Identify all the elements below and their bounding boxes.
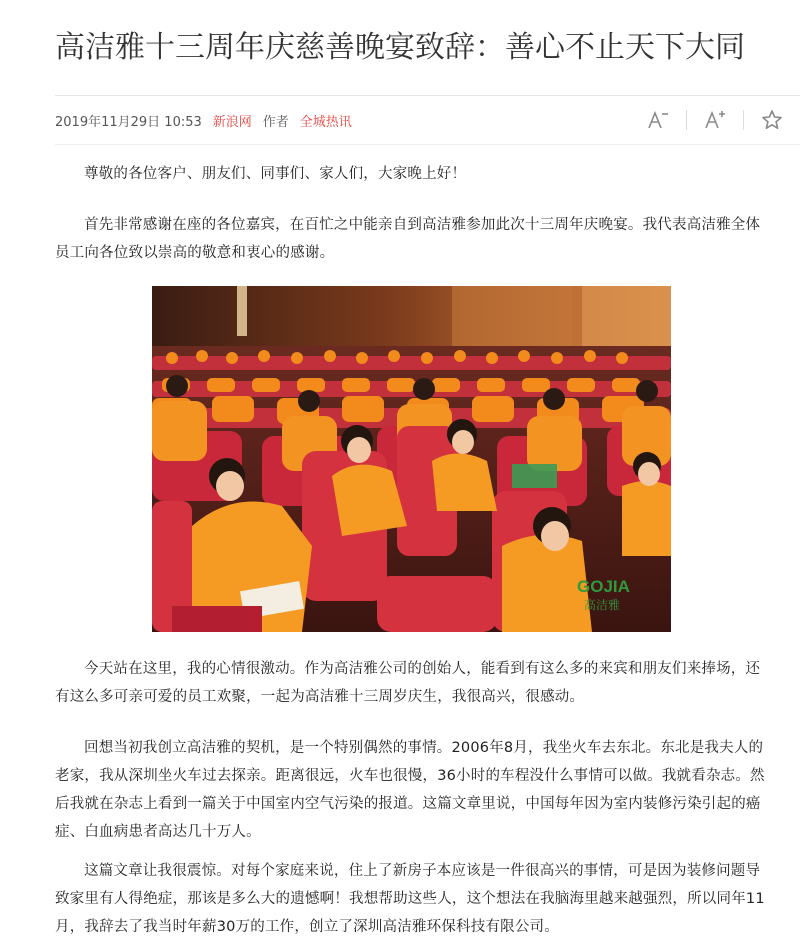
- paragraph-decision: 这篇文章让我很震惊。对每个家庭来说，住上了新房子本应该是一件很高兴的事情，可是因为装修问题导致家里有人得绝症，那该是多么大的遗憾啊！我想帮助这些人，这个想法在我脑海里越来越强烈，所以同年11月，我辞去了我当时年薪30万的工作，创立了深圳高洁雅环保科技有限公司。: [55, 863, 765, 935]
- font-increase-icon: [704, 110, 726, 130]
- meta-divider: [55, 144, 800, 145]
- photo-watermark-cn: 高洁雅: [584, 598, 621, 612]
- favorite-star-icon: [761, 109, 783, 131]
- author-link[interactable]: 全城热讯: [299, 114, 352, 130]
- paragraph-emotion: 今天站在这里，我的心情很激动。作为高洁雅公司的创始人，能看到有这么多的来宾和朋友们来捧场，还有这么多可亲可爱的员工欢聚，一起为高洁雅十三周岁庆生，我很高兴，很感动。: [55, 661, 761, 705]
- photo-watermark-en: GOJIA: [577, 577, 630, 596]
- article-title: 高洁雅十三周年庆慈善晚宴致辞：善心不止天下大同: [55, 30, 745, 65]
- paragraph-thanks: 首先非常感谢在座的各位嘉宾，在百忙之中能亲自到高洁雅参加此次十三周年庆晚宴。我代表高洁雅全体员工向各位致以崇高的敬意和衷心的感谢。: [55, 217, 761, 261]
- publish-date: 2019年11月29日 10:53: [55, 114, 202, 130]
- favorite-button[interactable]: [744, 104, 800, 136]
- font-decrease-button[interactable]: [630, 104, 686, 136]
- paragraph-greeting: 尊敬的各位客户、朋友们、同事们、家人们，大家晚上好！: [84, 166, 467, 182]
- paragraph-origin: 回想当初我创立高洁雅的契机，是一个特别偶然的事情。2006年8月，我坐火车去东北。东北是我夫人的老家，我从深圳坐火车过去探亲。距离很远，火车也很慢，36小时的车程没什么事情可以做。我就看杂志。然后我就在杂志上看到一篇关于中国室内空气污染的报道。这篇文章里说，中国每年因为室内装修污染引起的癌症、白血病患者高达几十万人。: [55, 740, 765, 840]
- article-toolbar: [630, 104, 800, 136]
- article-meta: [55, 108, 363, 132]
- author-label: 作者: [262, 114, 289, 130]
- source-link[interactable]: 新浪网: [212, 114, 252, 130]
- event-photo: [152, 286, 671, 632]
- font-decrease-icon: [647, 110, 669, 130]
- title-divider: [55, 95, 800, 96]
- font-increase-button[interactable]: [687, 104, 743, 136]
